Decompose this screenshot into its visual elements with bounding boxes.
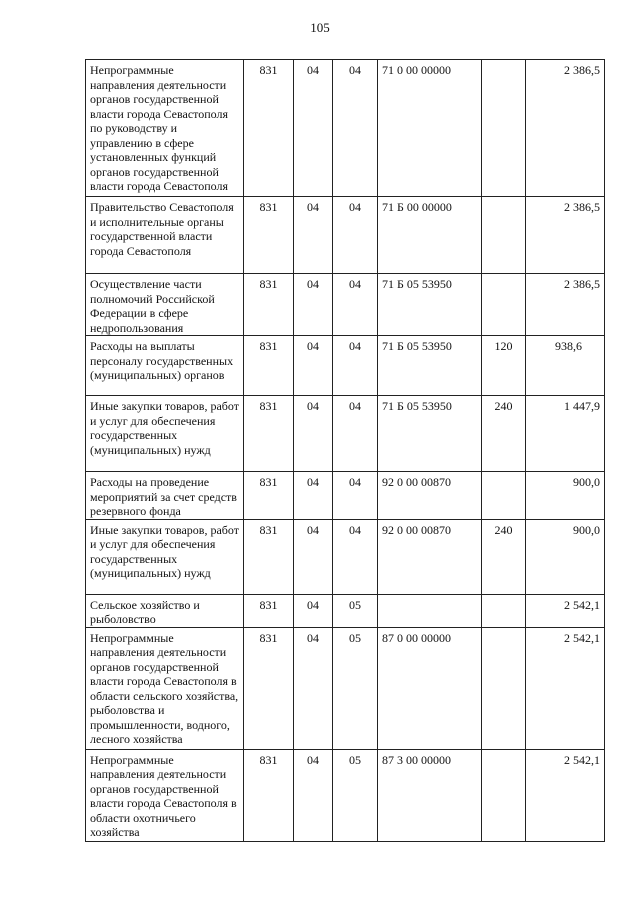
row-vr [482,749,526,841]
budget-table [85,59,605,842]
row-rz: 04 [294,60,333,197]
row-sum: 2 542,1 [526,749,605,841]
row-name: Непрограммные направления деятельности органов государственной власти города Севастополя в области охотничьего хозяйства [86,749,244,841]
row-ved: 831 [244,627,294,749]
row-sum: 1 447,9 [526,396,605,472]
row-sum: 900,0 [526,472,605,520]
table-row [86,274,605,336]
row-pr: 04 [333,197,378,274]
row-name: Иные закупки товаров, работ и услуг для обеспечения государственных (муниципальных) нужд [86,519,244,594]
row-name: Расходы на проведение мероприятий за счет средств резервного фонда [86,472,244,520]
table-row [86,336,605,396]
table-row [86,396,605,472]
row-csr: 92 0 00 00870 [378,472,482,520]
row-ved: 831 [244,60,294,197]
row-sum: 2 542,1 [526,594,605,627]
row-name: Иные закупки товаров, работ и услуг для обеспечения государственных (муниципальных) нужд [86,396,244,472]
row-name: Расходы на выплаты персоналу государственных (муниципальных) органов [86,336,244,396]
row-rz: 04 [294,594,333,627]
row-ved: 831 [244,197,294,274]
row-rz: 04 [294,519,333,594]
row-ved: 831 [244,472,294,520]
row-pr: 04 [333,274,378,336]
row-sum: 2 386,5 [526,197,605,274]
table-row [86,594,605,627]
row-vr: 240 [482,519,526,594]
row-rz: 04 [294,627,333,749]
table-row [86,60,605,197]
row-pr: 05 [333,594,378,627]
row-vr [482,60,526,197]
row-pr: 04 [333,472,378,520]
row-csr [378,594,482,627]
row-ved: 831 [244,274,294,336]
row-pr: 04 [333,336,378,396]
row-rz: 04 [294,749,333,841]
row-csr: 71 Б 05 53950 [378,336,482,396]
table-row [86,749,605,841]
row-vr [482,472,526,520]
row-sum: 2 386,5 [526,274,605,336]
row-name: Осуществление части полномочий Российской Федерации в сфере недропользования [86,274,244,336]
table-row [86,627,605,749]
row-pr: 04 [333,396,378,472]
row-ved: 831 [244,594,294,627]
row-pr: 05 [333,749,378,841]
table-row [86,197,605,274]
row-rz: 04 [294,336,333,396]
row-rz: 04 [294,274,333,336]
row-rz: 04 [294,197,333,274]
row-sum: 2 542,1 [526,627,605,749]
row-pr: 05 [333,627,378,749]
row-vr [482,197,526,274]
row-rz: 04 [294,396,333,472]
table-row [86,519,605,594]
row-vr: 240 [482,396,526,472]
row-name: Непрограммные направления деятельности органов государственной власти города Севастополя в области сельского хозяйства, рыболовства и промышленности, водного, лесного хозяйства [86,627,244,749]
row-pr: 04 [333,60,378,197]
row-vr: 120 [482,336,526,396]
row-sum: 2 386,5 [526,60,605,197]
table-row [86,472,605,520]
row-vr [482,594,526,627]
row-ved: 831 [244,396,294,472]
row-vr [482,274,526,336]
row-name: Правительство Севастополя и исполнительные органы государственной власти города Севастополя [86,197,244,274]
row-csr: 71 Б 05 53950 [378,274,482,336]
row-rz: 04 [294,472,333,520]
row-ved: 831 [244,519,294,594]
row-sum: 938,6 [526,336,605,396]
row-csr: 71 Б 05 53950 [378,396,482,472]
page-number: 105 [310,20,330,35]
row-name: Сельское хозяйство и рыболовство [86,594,244,627]
row-name: Непрограммные направления деятельности органов государственной власти города Севастополя по руководству и управлению в сфере установленных функций органов государственной власти города Севастополя [86,60,244,197]
row-csr: 87 3 00 00000 [378,749,482,841]
row-csr: 87 0 00 00000 [378,627,482,749]
row-ved: 831 [244,336,294,396]
row-csr: 71 Б 00 00000 [378,197,482,274]
row-pr: 04 [333,519,378,594]
row-sum: 900,0 [526,519,605,594]
row-ved: 831 [244,749,294,841]
row-csr: 92 0 00 00870 [378,519,482,594]
row-vr [482,627,526,749]
row-csr: 71 0 00 00000 [378,60,482,197]
